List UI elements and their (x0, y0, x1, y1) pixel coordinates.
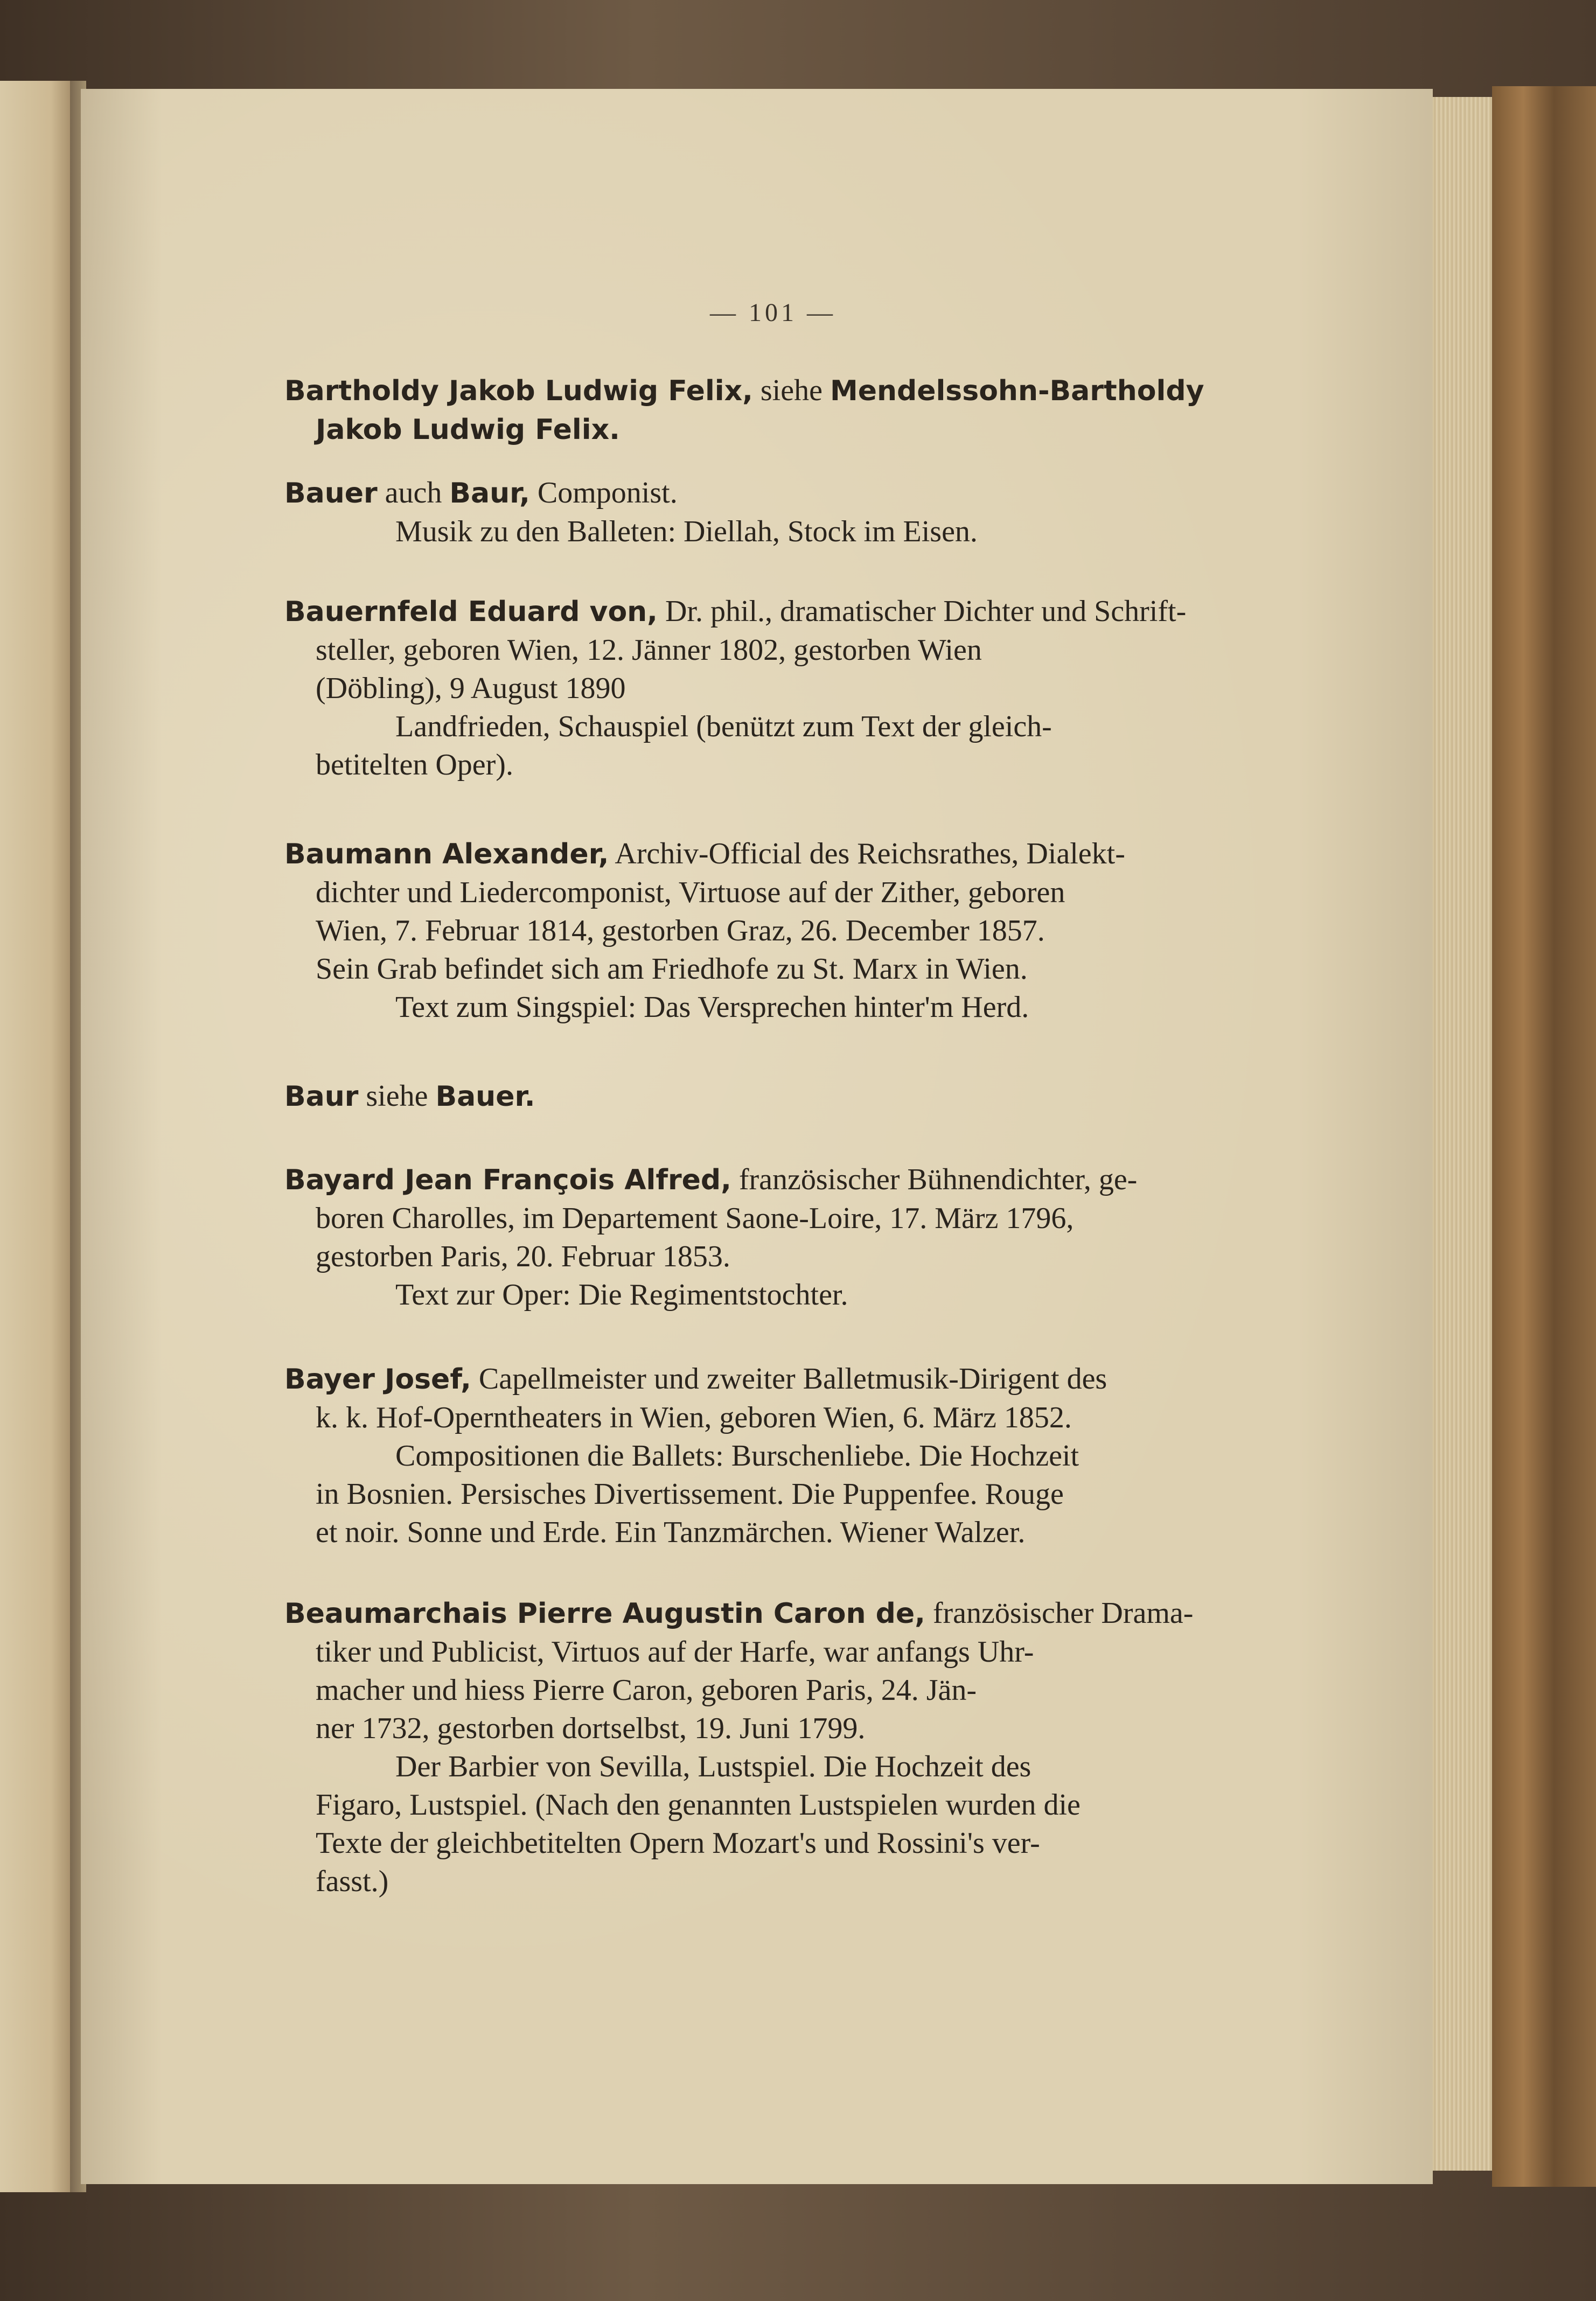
headword: Bauer (284, 477, 378, 510)
entry-bauer (284, 474, 1205, 551)
works-text: Der Barbier von Sevilla, Lustspiel. Die Hochzeit des (395, 1750, 1032, 1783)
entry-text: tiker und Publicist, Virtuos auf der Harfe, war anfangs Uhr- (316, 1635, 1034, 1669)
works-text: betitelten Oper). (316, 748, 513, 782)
works-text: Text zum Singspiel: Das Versprechen hinter'm Herd. (395, 991, 1029, 1024)
entry-text: Archiv-Official des Reichsrathes, Dialekt- (615, 837, 1125, 870)
headword: Bayer Josef, (284, 1363, 471, 1396)
entry-text: k. k. Hof-Operntheaters in Wien, geboren Wien, 6. März 1852. (316, 1401, 1072, 1434)
headword: Baumann Alexander, (284, 838, 609, 870)
headword: Baur (284, 1080, 359, 1113)
headword: Beaumarchais Pierre Augustin Caron de, (284, 1598, 925, 1630)
entry-text: boren Charolles, im Departement Saone-Loire, 17. März 1796, (316, 1202, 1074, 1235)
cross-reference: Mendelssohn-Bartholdy (830, 375, 1204, 407)
entry-text: siehe (366, 1079, 428, 1113)
facing-page (0, 81, 73, 2192)
works-text: Compositionen die Ballets: Burschenliebe. Die Hochzeit (395, 1439, 1079, 1473)
entry-text: dichter und Liedercomponist, Virtuose auf der Zither, geboren (316, 876, 1065, 909)
entry-text: gestorben Paris, 20. Februar 1853. (316, 1240, 730, 1273)
works-text: Text zur Oper: Die Regimentstochter. (395, 1278, 848, 1312)
entry-text: macher und hiess Pierre Caron, geboren Paris, 24. Jän- (316, 1674, 977, 1707)
entry-bauernfeld (284, 592, 1205, 784)
cross-reference-cont: Jakob Ludwig Felix. (316, 414, 620, 446)
entry-text: Componist. (537, 476, 678, 510)
page-number: — 101 — (710, 298, 836, 327)
entry-text: Sein Grab befindet sich am Friedhofe zu St. Marx in Wien. (316, 952, 1028, 986)
entry-text: Dr. phil., dramatischer Dichter und Schrift- (665, 595, 1187, 628)
entry-text: auch (385, 476, 442, 510)
entry-bartholdy (284, 372, 1205, 449)
entry-text: ner 1732, gestorben dortselbst, 19. Juni 1799. (316, 1712, 866, 1745)
entry-beaumarchais (284, 1594, 1205, 1901)
entry-text: steller, geboren Wien, 12. Jänner 1802, gestorben Wien (316, 633, 982, 667)
entry-text: Wien, 7. Februar 1814, gestorben Graz, 26. December 1857. (316, 914, 1045, 947)
entry-baur (284, 1077, 1205, 1116)
works-text: Musik zu den Balleten: Diellah, Stock im Eisen. (395, 515, 978, 548)
entry-text: französischer Bühnendichter, ge- (738, 1163, 1138, 1196)
entry-bayer (284, 1360, 1205, 1552)
entry-bayard (284, 1161, 1205, 1314)
entry-baumann (284, 835, 1205, 1027)
headword-variant: Baur, (449, 477, 530, 510)
cross-reference: Bauer. (435, 1080, 535, 1113)
entry-text: (Döbling), 9 August 1890 (316, 672, 626, 705)
headword: Bauernfeld Eduard von, (284, 596, 658, 628)
book-binding (1492, 86, 1596, 2187)
entry-text: französischer Drama- (932, 1596, 1194, 1630)
works-text: et noir. Sonne und Erde. Ein Tanzmärchen. Wiener Walzer. (316, 1516, 1026, 1549)
entry-text: siehe (760, 374, 823, 407)
headword: Bayard Jean François Alfred, (284, 1164, 731, 1196)
page-edges (1433, 97, 1492, 2171)
works-text: Texte der gleichbetitelten Opern Mozart's und Rossini's ver- (316, 1826, 1040, 1860)
entry-text: Capellmeister und zweiter Balletmusik-Dirigent des (478, 1362, 1107, 1396)
works-text: Figaro, Lustspiel. (Nach den genannten Lustspielen wurden die (316, 1788, 1081, 1822)
works-text: Landfrieden, Schauspiel (benützt zum Text der gleich- (395, 710, 1052, 743)
headword: Bartholdy Jakob Ludwig Felix, (284, 375, 753, 407)
works-text: in Bosnien. Persisches Divertissement. Die Puppenfee. Rouge (316, 1477, 1064, 1511)
works-text: fasst.) (316, 1865, 389, 1898)
